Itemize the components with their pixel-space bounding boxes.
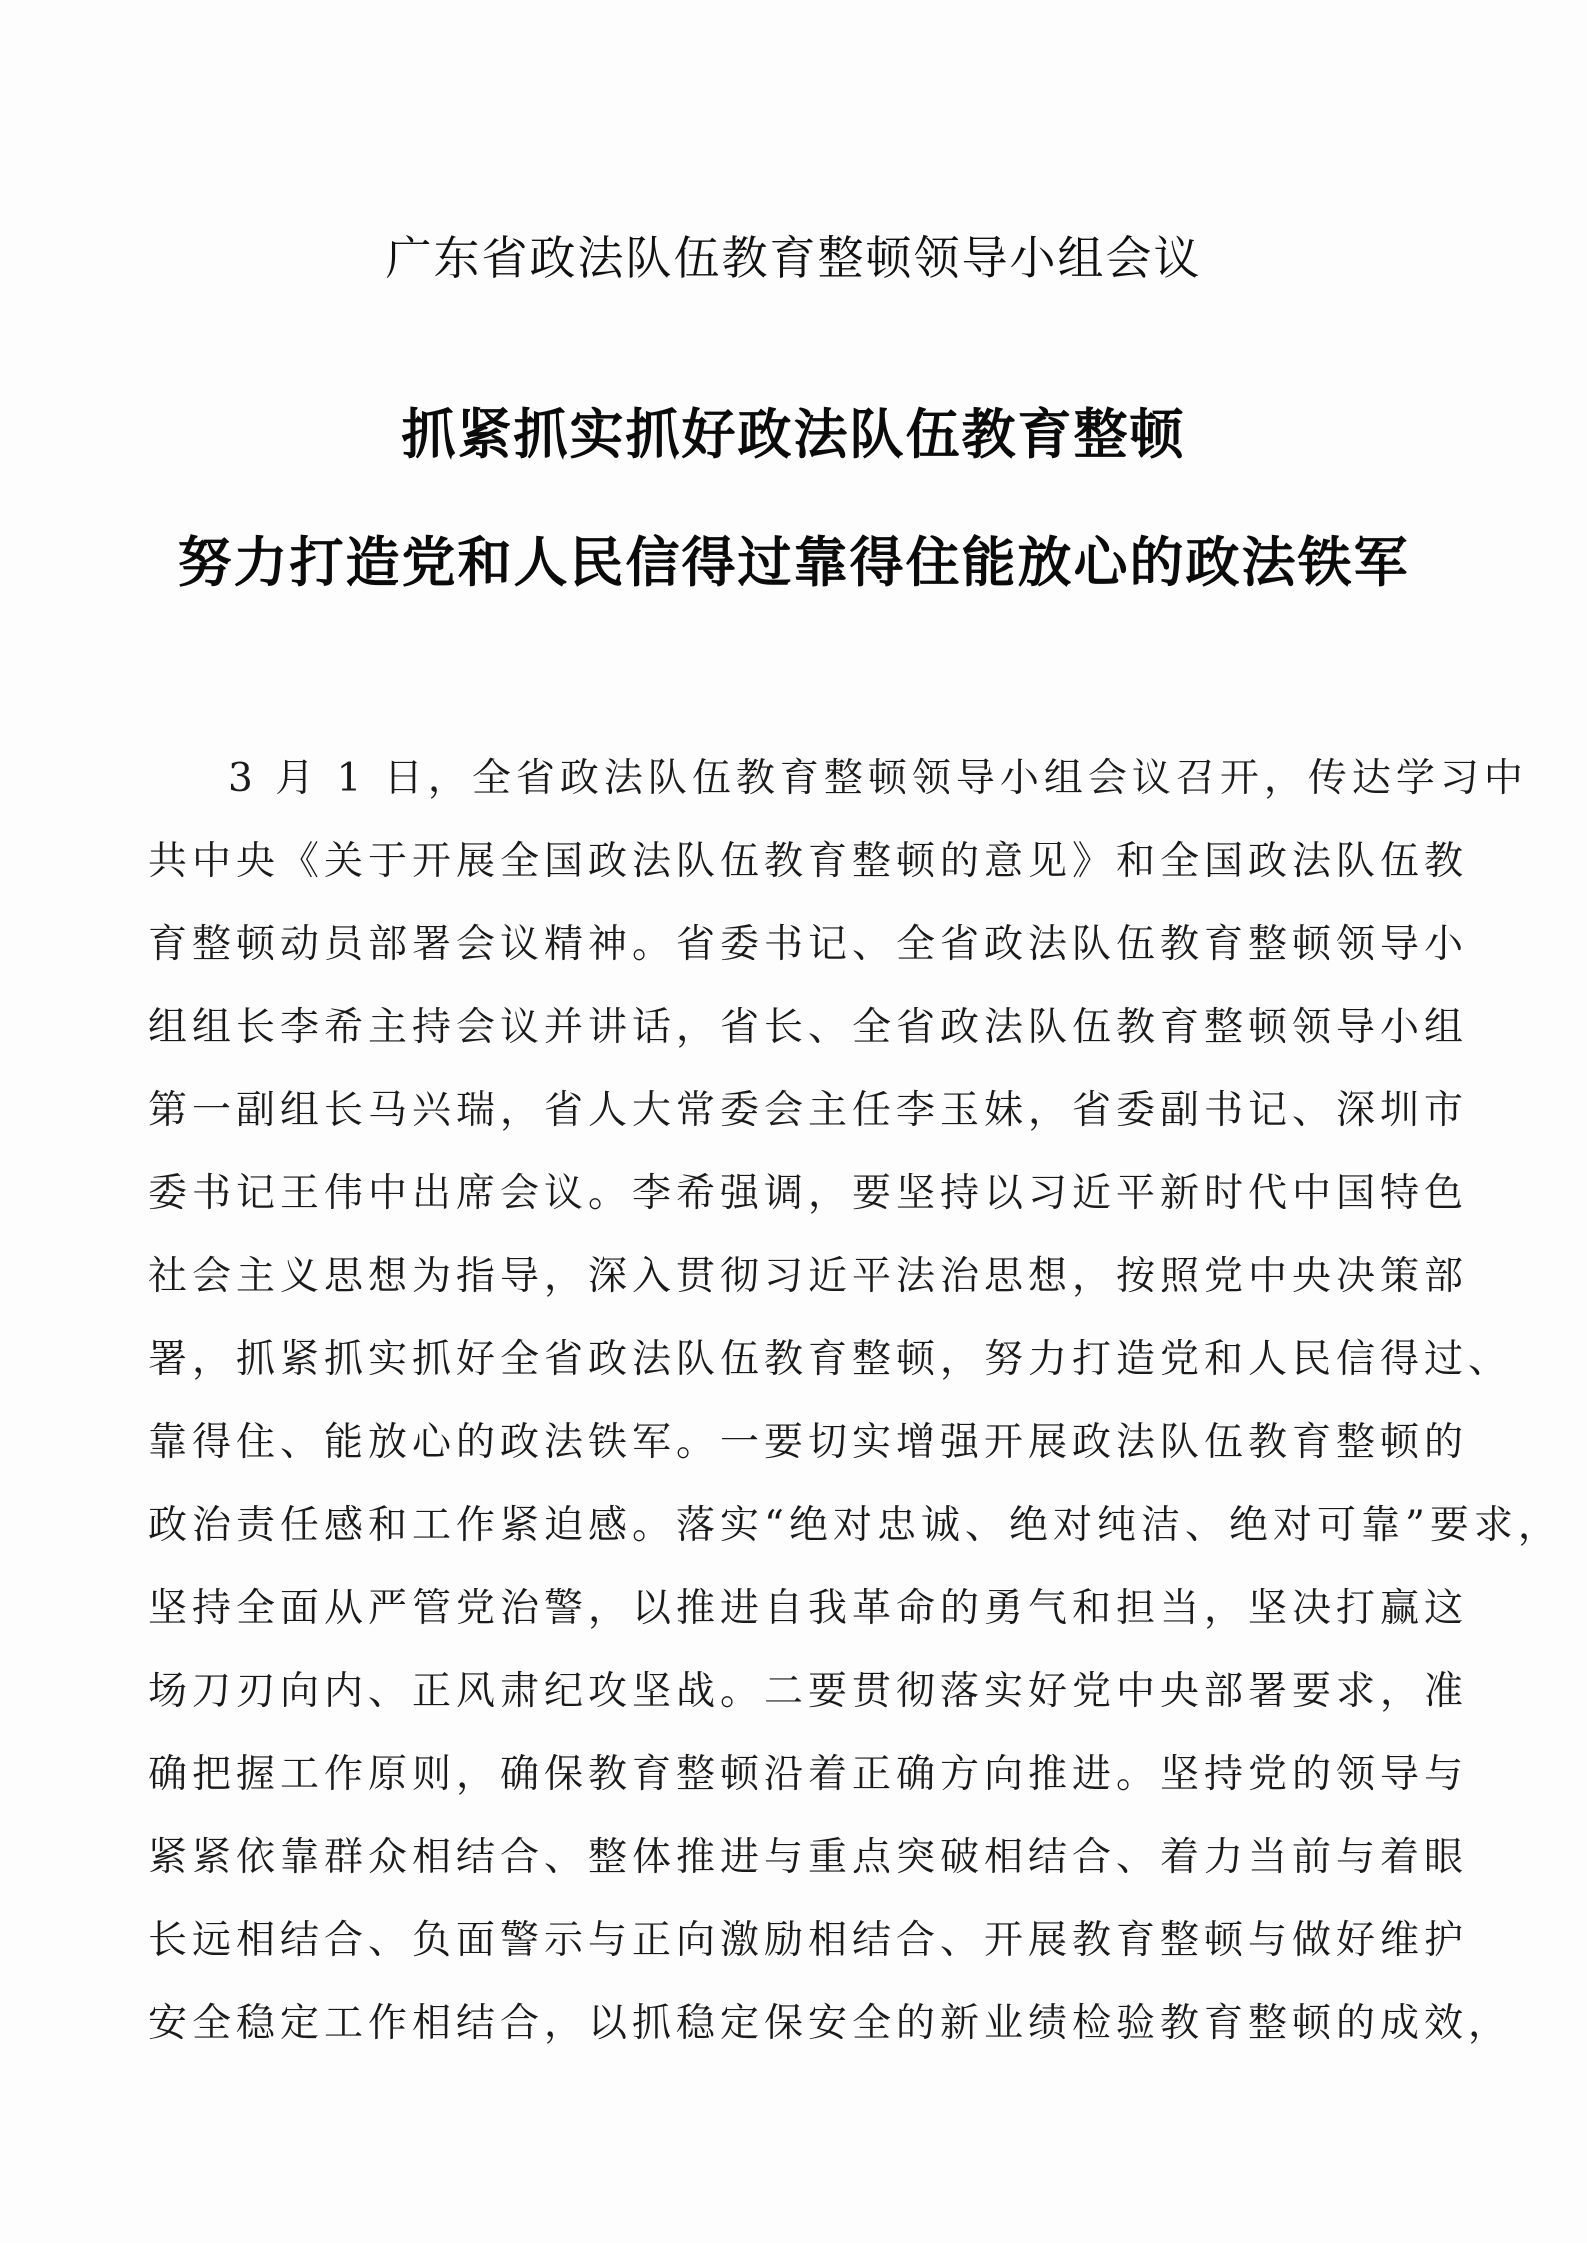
main-title-line-1: 抓紧抓实抓好政法队伍教育整顿 bbox=[401, 403, 1186, 466]
body-line: 靠得住、能放心的政法铁军。一要切实增强开展政法队伍教育整顿的 bbox=[148, 1420, 1469, 1465]
body-line: 长远相结合、负面警示与正向激励相结合、开展教育整顿与做好维护 bbox=[148, 1918, 1469, 1963]
body-line: 第一副组长马兴瑞，省人大常委会主任李玉妹，省委副书记、深圳市 bbox=[148, 1088, 1469, 1133]
body-line: 育整顿动员部署会议精神。省委书记、全省政法队伍教育整顿领导小 bbox=[148, 922, 1469, 967]
body-line: 署，抓紧抓实抓好全省政法队伍教育整顿，努力打造党和人民信得过、 bbox=[148, 1337, 1513, 1382]
body-line: 共中央《关于开展全国政法队伍教育整顿的意见》和全国政法队伍教 bbox=[148, 839, 1469, 884]
body-line: 组组长李希主持会议并讲话，省长、全省政法队伍教育整顿领导小组 bbox=[148, 1005, 1469, 1050]
body-line: 3 月 1 日，全省政法队伍教育整顿领导小组会议召开，传达学习中 bbox=[228, 756, 1528, 801]
body-paragraph bbox=[148, 737, 1562, 2065]
body-line: 政治责任感和工作紧迫感。落实“绝对忠诚、绝对纯洁、绝对可靠”要求， bbox=[148, 1503, 1562, 1548]
body-line: 委书记王伟中出席会议。李希强调，要坚持以习近平新时代中国特色 bbox=[148, 1171, 1469, 1216]
body-line: 坚持全面从严管党治警，以推进自我革命的勇气和担当，坚决打赢这 bbox=[148, 1586, 1469, 1631]
body-line: 社会主义思想为指导，深入贯彻习近平法治思想，按照党中央决策部 bbox=[148, 1254, 1469, 1299]
meeting-header: 广东省政法队伍教育整顿领导小组会议 bbox=[385, 231, 1202, 285]
body-line: 场刀刃向内、正风肃纪攻坚战。二要贯彻落实好党中央部署要求，准 bbox=[148, 1669, 1469, 1714]
body-line: 紧紧依靠群众相结合、整体推进与重点突破相结合、着力当前与着眼 bbox=[148, 1835, 1469, 1880]
body-line: 确把握工作原则，确保教育整顿沿着正确方向推进。坚持党的领导与 bbox=[148, 1752, 1469, 1797]
body-line: 安全稳定工作相结合，以抓稳定保安全的新业绩检验教育整顿的成效， bbox=[148, 2001, 1513, 2046]
main-title-line-2: 努力打造党和人民信得过靠得住能放心的政法铁军 bbox=[177, 531, 1410, 594]
